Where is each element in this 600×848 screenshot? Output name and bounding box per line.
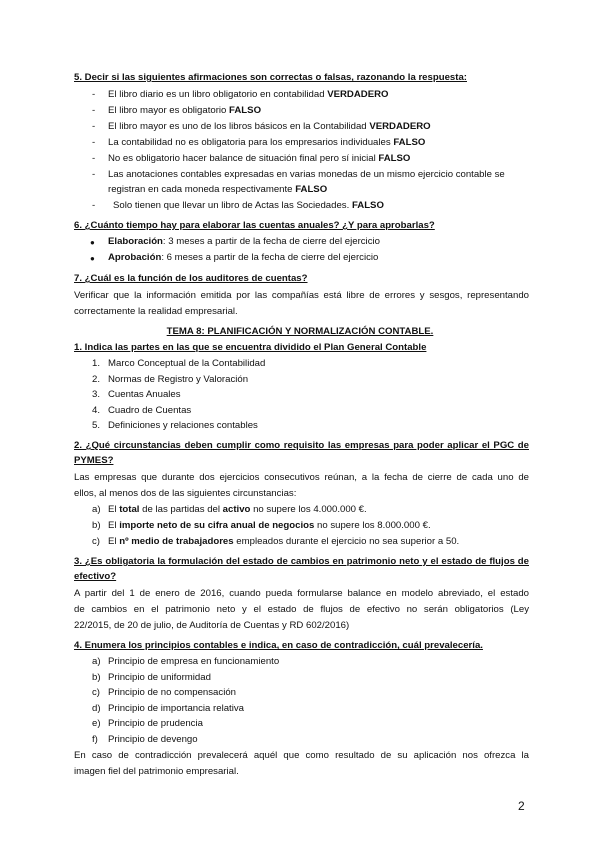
statement-7: Solo tienen que llevar un libro de Actas las Sociedades. FALSO — [113, 200, 384, 211]
list-letter: f) — [92, 734, 98, 745]
tema8-question-2-title-continued: PYMES? — [74, 455, 114, 466]
answer-3-line-2: de cambios en el patrimonio neto y el estado de flujos de efectivo no serán obligatorios (Ley — [74, 604, 529, 615]
pgc-part-1: Marco Conceptual de la Contabilidad — [108, 358, 266, 369]
principle-f: Principio de devengo — [108, 734, 198, 745]
principle-c: Principio de no compensación — [108, 687, 236, 698]
statement-4: La contabilidad no es obligatoria para los empresarios individuales FALSO — [108, 137, 426, 148]
answer-2-line-1: Las empresas que durante dos ejercicios consecutivos reúnan, a la fecha de cierre de cada uno de — [74, 472, 529, 483]
dash-bullet: - — [92, 89, 96, 100]
criterion-a: El total de las partidas del activo no supere los 4.000.000 €. — [108, 504, 367, 515]
tema8-question-3-title: 3. ¿Es obligatoria la formulación del estado de cambios en patrimonio neto y el estado de flujos de — [74, 556, 529, 567]
dash-bullet: - — [92, 137, 96, 148]
answer-7-line-1: Verificar que la información emitida por las compañías está libre de errores y sesgos, representando — [74, 290, 529, 301]
statement-1: El libro diario es un libro obligatorio en contabilidad VERDADERO — [108, 89, 389, 100]
tema8-question-3-title-continued: efectivo? — [74, 571, 117, 582]
answer-3-line-3: 22/2015, de 20 de julio, de Auditoría de Cuentas y RD 602/2016) — [74, 620, 350, 631]
tema8-question-4-title: 4. Enumera los principios contables e indica, en caso de contradicción, cuál prevalecería. — [74, 640, 483, 651]
principle-e: Principio de prudencia — [108, 718, 203, 729]
bullet-dot: ● — [90, 238, 95, 247]
statement-3: El libro mayor es uno de los libros básicos en la Contabilidad VERDADERO — [108, 121, 431, 132]
answer-4-line-2: imagen fiel del patrimonio empresarial. — [74, 766, 239, 777]
list-number: 3. — [92, 389, 101, 400]
answer-3-line-1: A partir del 1 de enero de 2016, cuando pueda formularse balance en modelo abreviado, el estado — [74, 588, 529, 599]
criterion-c: El nº medio de trabajadores empleados durante el ejercicio no sea superior a 50. — [108, 536, 460, 547]
principle-a: Principio de empresa en funcionamiento — [108, 656, 280, 667]
list-letter: a) — [92, 504, 101, 515]
list-letter: b) — [92, 672, 101, 683]
statement-6: Las anotaciones contables expresadas en varias monedas de un mismo ejercicio contable se — [108, 169, 505, 180]
list-number: 2. — [92, 374, 101, 385]
list-number: 4. — [92, 405, 101, 416]
pgc-part-5: Definiciones y relaciones contables — [108, 420, 258, 431]
dash-bullet: - — [92, 105, 96, 116]
tema-8-heading: TEMA 8: PLANIFICACIÓN Y NORMALIZACIÓN CONTABLE. — [166, 326, 434, 337]
list-letter: b) — [92, 520, 101, 531]
answer-2-line-2: ellos, al menos dos de las siguientes circunstancias: — [74, 488, 297, 499]
statement-6-continued: registran en cada moneda respectivamente FALSO — [108, 184, 328, 195]
question-6-title: 6. ¿Cuánto tiempo hay para elaborar las cuentas anuales? ¿Y para aprobarlas? — [74, 220, 435, 231]
pgc-part-2: Normas de Registro y Valoración — [108, 374, 249, 385]
pgc-part-3: Cuentas Anuales — [108, 389, 181, 400]
statement-2: El libro mayor es obligatorio FALSO — [108, 105, 262, 116]
tema8-question-1-title: 1. Indica las partes en las que se encuentra dividido el Plan General Contable — [74, 342, 427, 353]
pgc-part-4: Cuadro de Cuentas — [108, 405, 192, 416]
list-letter: a) — [92, 656, 101, 667]
list-letter: c) — [92, 687, 100, 698]
answer-aprobacion: Aprobación: 6 meses a partir de la fecha de cierre del ejercicio — [108, 252, 379, 263]
dash-bullet: - — [92, 200, 96, 211]
list-letter: e) — [92, 718, 101, 729]
criterion-b: El importe neto de su cifra anual de negocios no supere los 8.000.000 €. — [108, 520, 431, 531]
bullet-dot: ● — [90, 254, 95, 263]
dash-bullet: - — [92, 169, 96, 180]
list-number: 5. — [92, 420, 101, 431]
principle-d: Principio de importancia relativa — [108, 703, 244, 714]
statement-5: No es obligatorio hacer balance de situación final pero sí inicial FALSO — [108, 153, 411, 164]
answer-7-line-2: correctamente la realidad empresarial. — [74, 306, 238, 317]
dash-bullet: - — [92, 121, 96, 132]
principle-b: Principio de uniformidad — [108, 672, 211, 683]
answer-4-line-1: En caso de contradicción prevalecerá aquél que como resultado de su aplicación nos ofrezca la — [74, 750, 529, 761]
answer-elaboracion: Elaboración: 3 meses a partir de la fecha de cierre del ejercicio — [108, 236, 380, 247]
question-5-title: 5. Decir si las siguientes afirmaciones son correctas o falsas, razonando la respuesta: — [74, 72, 467, 83]
list-number: 1. — [92, 358, 101, 369]
list-letter: c) — [92, 536, 100, 547]
question-7-title: 7. ¿Cuál es la función de los auditores de cuentas? — [74, 273, 308, 284]
tema8-question-2-title: 2. ¿Qué circunstancias deben cumplir como requisito las empresas para poder aplicar el PGC de — [74, 440, 529, 451]
page-number: 2 — [518, 799, 525, 813]
dash-bullet: - — [92, 153, 96, 164]
list-letter: d) — [92, 703, 101, 714]
